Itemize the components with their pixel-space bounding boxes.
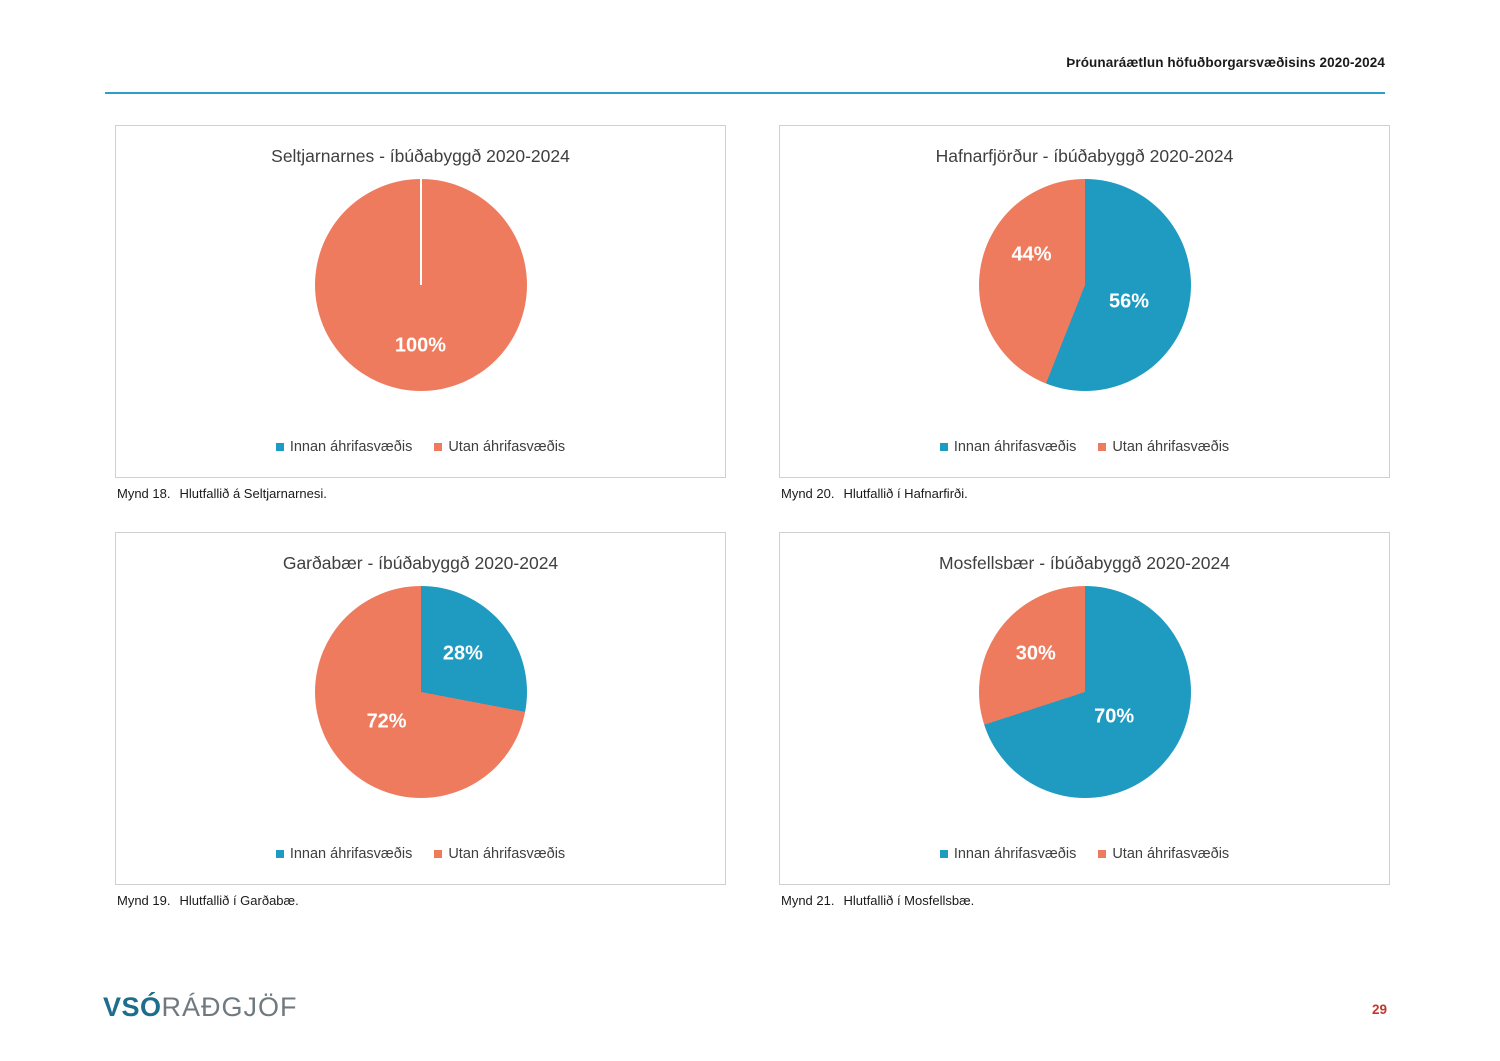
- legend-swatch-inside-icon: [276, 443, 284, 451]
- figure-caption: [115, 486, 726, 501]
- legend-swatch-inside-icon: [940, 443, 948, 451]
- legend-label-outside: Utan áhrifasvæðis: [1112, 846, 1230, 862]
- pie-slice-label-inside: 70%: [1094, 705, 1135, 728]
- legend-label-inside: Innan áhrifasvæðis: [289, 846, 413, 862]
- chart-box: [779, 532, 1390, 885]
- pie-chart: [979, 179, 1191, 391]
- figure-caption: [115, 893, 726, 908]
- chart-legend: [116, 846, 725, 862]
- pie-slice-label-outside: 72%: [366, 710, 407, 733]
- chart-legend: [116, 439, 725, 455]
- pie-chart-area: [780, 169, 1389, 401]
- legend-item-outside: [1098, 846, 1229, 862]
- legend-swatch-outside-icon: [434, 443, 442, 451]
- charts-grid: [115, 125, 1390, 922]
- legend-label-inside: Innan áhrifasvæðis: [289, 439, 413, 455]
- chart-cell-gardabaer: [115, 532, 726, 908]
- figure-caption-number: Mynd 18.: [117, 486, 171, 501]
- page-number: 29: [1371, 1002, 1387, 1017]
- chart-title: Seltjarnarnes - íbúðabyggð 2020-2024: [271, 146, 570, 166]
- figure-caption-text: Hlutfallið í Mosfellsbæ.: [843, 893, 975, 908]
- header-divider: [105, 92, 1385, 94]
- chart-title: Garðabær - íbúðabyggð 2020-2024: [282, 553, 559, 573]
- legend-item-inside: [276, 439, 413, 455]
- pie-slice-label-outside: 100%: [394, 334, 447, 357]
- legend-swatch-inside-icon: [940, 850, 948, 858]
- legend-item-outside: [434, 846, 565, 862]
- figure-caption-number: Mynd 21.: [781, 893, 835, 908]
- charts-row-top: [115, 125, 1390, 515]
- pie-chart: [315, 586, 527, 798]
- chart-cell-seltjarnarnes: [115, 125, 726, 501]
- legend-item-outside: [1098, 439, 1229, 455]
- chart-legend: [780, 846, 1389, 862]
- chart-box: [779, 125, 1390, 478]
- chart-title: Hafnarfjörður - íbúðabyggð 2020-2024: [935, 146, 1234, 166]
- legend-label-outside: Utan áhrifasvæðis: [448, 846, 566, 862]
- legend-swatch-inside-icon: [276, 850, 284, 858]
- chart-legend: [780, 439, 1389, 455]
- pie-slice-label-inside: 56%: [1109, 290, 1150, 313]
- legend-label-inside: Innan áhrifasvæðis: [953, 846, 1077, 862]
- pie-chart-area: [780, 576, 1389, 808]
- pie-chart: [315, 179, 527, 391]
- legend-swatch-outside-icon: [434, 850, 442, 858]
- chart-cell-hafnarfjordur: [779, 125, 1390, 501]
- pie-slice-label-inside: 28%: [442, 642, 483, 665]
- pie-slice-label-outside: 30%: [1015, 642, 1056, 665]
- page-header: Þróunaráætlun höfuðborgarsvæðisins 2020-2024: [1066, 55, 1385, 70]
- figure-caption: [779, 486, 1390, 501]
- pie-chart-area: [116, 169, 725, 401]
- legend-item-inside: [940, 439, 1077, 455]
- pie-chart-area: [116, 576, 725, 808]
- figure-caption-number: Mynd 20.: [781, 486, 835, 501]
- figure-caption-number: Mynd 19.: [117, 893, 171, 908]
- legend-item-outside: [434, 439, 565, 455]
- legend-label-outside: Utan áhrifasvæðis: [448, 439, 566, 455]
- logo-primary-text: VSÓ: [103, 992, 162, 1022]
- legend-swatch-outside-icon: [1098, 443, 1106, 451]
- figure-caption-text: Hlutfallið í Hafnarfirði.: [843, 486, 968, 501]
- legend-item-inside: [276, 846, 413, 862]
- figure-caption-text: Hlutfallið í Garðabæ.: [179, 893, 299, 908]
- legend-item-inside: [940, 846, 1077, 862]
- chart-box: [115, 532, 726, 885]
- pie-chart: [979, 586, 1191, 798]
- logo-secondary-text: RÁÐGJÖF: [161, 992, 298, 1022]
- company-logo: [103, 992, 298, 1023]
- pie-slice-label-outside: 44%: [1011, 243, 1052, 266]
- legend-label-outside: Utan áhrifasvæðis: [1112, 439, 1230, 455]
- charts-row-bottom: [115, 532, 1390, 922]
- chart-box: [115, 125, 726, 478]
- legend-label-inside: Innan áhrifasvæðis: [953, 439, 1077, 455]
- chart-cell-mosfellsbaer: [779, 532, 1390, 908]
- legend-swatch-outside-icon: [1098, 850, 1106, 858]
- pie-divider: [420, 179, 422, 285]
- figure-caption-text: Hlutfallið á Seltjarnarnesi.: [179, 486, 327, 501]
- chart-title: Mosfellsbær - íbúðabyggð 2020-2024: [939, 553, 1230, 573]
- figure-caption: [779, 893, 1390, 908]
